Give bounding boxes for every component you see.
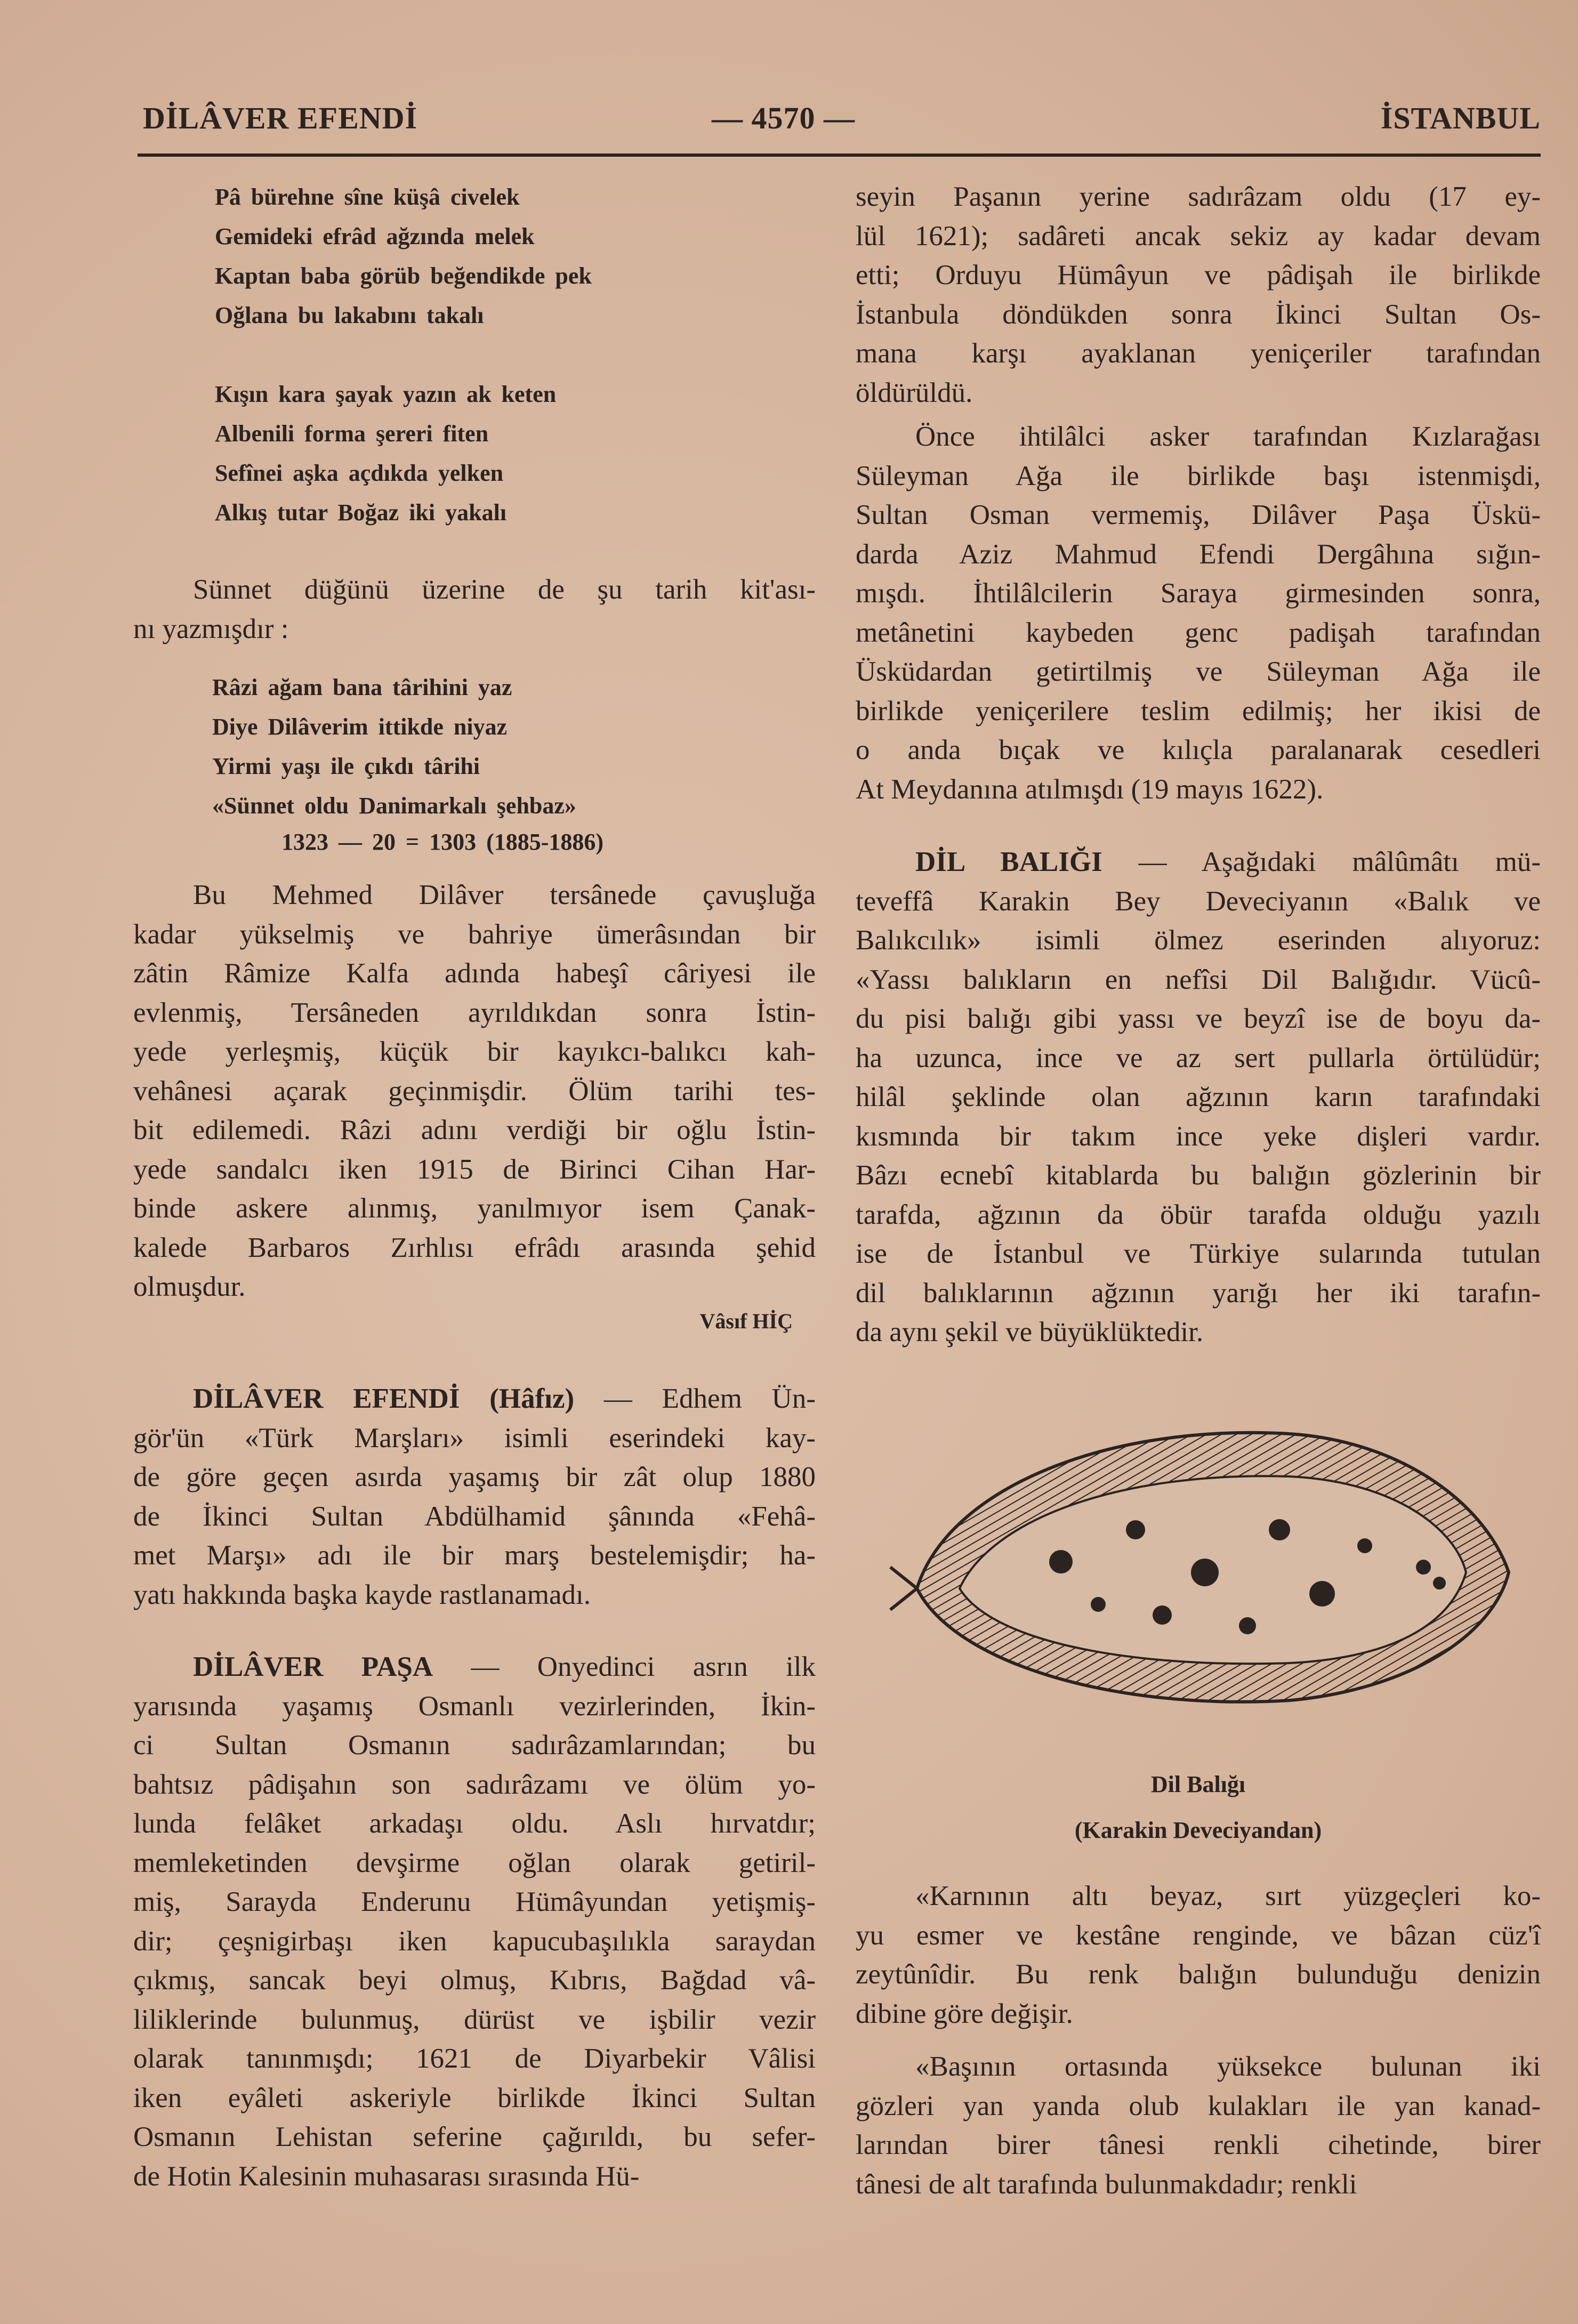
text-line [133,1032,816,1072]
line-text: memleketinden devşirme oğlan olarak getiril- [133,1847,816,1878]
text-line [133,954,816,994]
paragraph-continued [856,177,1541,413]
text-line [856,374,1541,413]
text-line [856,1955,1541,1995]
poem-line [215,493,556,532]
line-text: miş, Sarayda Enderunu Hümâyundan yetişmiş- [133,1886,816,1917]
entry-heading: DİLÂVER PAŞA [193,1651,433,1682]
text-line [133,1268,816,1307]
line-text: Balıkcılık» isimli ölmez eserinden alıyoruz: [856,925,1541,956]
line-text: binde askere alınmış, yanılmıyor isem Çanak- [133,1193,816,1224]
line-text: mışdı. İhtilâlcilerin Saraya girmesinden sonra, [856,578,1541,609]
text-line [133,1111,816,1150]
text-line [133,1883,816,1922]
text-line [856,1117,1541,1157]
poem-line [215,177,592,217]
text-line [856,1916,1541,1956]
line-text: seyin Paşanın yerine sadırâzam oldu (17 ey- [856,181,1541,212]
line-text: yu esmer ve kestâne renginde, ve bâzan cüz'î [856,1919,1541,1951]
line-text: vehânesi açarak geçinmişdir. Ölüm tarihi tes- [133,1075,816,1107]
text-line [856,1313,1541,1352]
line-text: nı yazmışdır : [133,613,289,644]
line-text: Râzi ağam bana târihini yaz [212,674,512,700]
line-text: tarafda, ağzının da öbür tarafda olduğu yazılı [856,1199,1541,1230]
line-text: olmuşdur. [133,1271,246,1302]
header-rule [138,154,1541,157]
text-line [856,961,1541,1000]
line-text: etti; Orduyu Hümâyun ve pâdişah ile birlikde [856,260,1541,290]
text-line [133,2118,816,2157]
poem-line [215,454,556,493]
line-text: iken eyâleti askeriyle birlikde İkinci Sultan [133,2082,816,2113]
text-line [856,843,1541,882]
text-line [133,610,816,649]
line-text: liliklerinde bulunmuş, dürüst ve işbilir vezir [133,2004,816,2035]
line-text: — Edhem Ün- [574,1383,816,1414]
text-line [856,496,1541,535]
line-text: du pisi balığı gibi yassı ve beyzî ise de boyu da- [856,1003,1541,1034]
text-line [133,570,816,610]
text-line [133,1419,816,1458]
intro-paragraph [133,570,816,649]
line-text: çıkmış, sancak beyi olmuş, Kıbrıs, Bağdad vâ- [133,1965,816,1996]
line-text: hilâl şeklinde olan ağzının karın tarafındaki [856,1082,1541,1112]
line-text: Yirmi yaşı ile çıkdı târihi [212,753,480,779]
line-text: «Sünnet oldu Danimarkalı şehbaz» [212,793,576,819]
text-line [856,2165,1541,2205]
poem-line [215,414,556,454]
line-text: yede yerleşmiş, küçük bir kayıkcı-balıkcı kah- [133,1036,816,1067]
text-line [133,2157,816,2197]
line-text: de Hotin Kalesinin muhasarası sırasında Hü- [133,2160,640,2192]
line-text: zâtin Râmize Kalfa adında habeşî câriyesi ile [133,958,816,989]
date-line: 1323 — 20 = 1303 (1885-1886) [281,829,604,855]
line-text: de İkinci Sultan Abdülhamid şânında «Fehâ- [133,1500,816,1532]
poem-stanza-2 [215,375,556,532]
text-line [856,457,1541,496]
line-text: ci Sultan Osmanın sadırâzamlarından; bu [133,1730,816,1761]
line-text: larından birer tânesi renkli cihetinde, birer [856,2129,1541,2160]
line-text: yede sandalcı iken 1915 de Birinci Cihan Har- [133,1153,816,1185]
line-text: olarak tanınmışdı; 1621 de Diyarbekir Vâlisi [133,2043,816,2074]
line-text: — Onyedinci asrın ilk [433,1651,816,1682]
poem-line [215,375,556,414]
line-text: Sefînei aşka açdıkda yelken [215,460,504,486]
text-line [133,1497,816,1537]
line-text: Önce ihtilâlci asker tarafından Kızlarağası [915,421,1541,452]
text-line [133,915,816,955]
paragraph-basinin [856,2047,1541,2204]
figure-caption: Dil Balığı [1150,1771,1246,1797]
text-line [133,1765,816,1805]
text-line [856,256,1541,295]
paragraph-karninin [856,1877,1541,2034]
entry-heading: DİL BALIĞI [915,846,1102,877]
line-text: darda Aziz Mahmud Efendi Dergâhına sığın- [856,538,1541,570]
line-text: de göre geçen asırda yaşamış bir zât olup 1880 [133,1462,816,1492]
text-line [133,1804,816,1844]
line-text: dil balıklarının ağzının yarığı her iki tarafın- [856,1277,1541,1309]
line-text: «Karnının altı beyaz, sırt yüzgeçleri ko- [915,1881,1541,1911]
text-line [856,177,1541,217]
line-text: zeytûnîdir. Bu renk balığın bulunduğu denizin [856,1959,1541,1990]
text-line [133,1726,816,1765]
line-text: Üsküdardan getirtilmiş ve Süleyman Ağa ile [856,656,1541,687]
poem-line [212,707,576,747]
line-text: evlenmiş, Tersâneden ayrıldıkdan sonra İstin- [133,997,816,1028]
line-text: ha uzunca, ince ve az sert pullarla örtülüdür; [856,1042,1541,1074]
text-line [856,1995,1541,2034]
entry-heading: DİLÂVER EFENDİ (Hâfız) [193,1383,575,1414]
line-text: Gemideki efrâd ağzında melek [215,223,535,249]
text-line [133,1379,816,1419]
text-line [856,2126,1541,2165]
line-text: dir; çeşnigirbaşı iken kapucubaşılıkla saraydan [133,1925,816,1957]
line-text: At Meydanına atılmışdı (19 mayıs 1622). [856,773,1324,805]
text-line [133,1189,816,1229]
text-line [856,574,1541,614]
text-line [856,999,1541,1039]
text-line [133,1648,816,1687]
text-line [133,1150,816,1190]
line-text: öldürüldü. [856,377,973,408]
text-line [133,1229,816,1268]
line-text: Alkış tutar Boğaz iki yakalı [215,499,507,526]
text-line [856,2047,1541,2087]
running-head-right: İSTANBUL [1380,101,1541,135]
line-text: Bâzı ecnebî kitablarda bu balığın gözlerinin bir [856,1160,1541,1191]
line-text: Sünnet düğünü üzerine de şu tarih kit'ası- [193,574,816,605]
fish-illustration-icon [885,1413,1535,1732]
line-text: Albenili forma şereri fiten [215,421,489,447]
line-text: da aynı şekil ve büyüklüktedir. [856,1317,1204,1347]
line-text: teveffâ Karakin Bey Deveciyanın «Balık ve [856,885,1541,917]
text-line [856,1078,1541,1117]
text-line [133,1458,816,1497]
text-line [133,994,816,1033]
paragraph-mehmed-dilaver [133,876,816,1307]
line-text: Bu Mehmed Dilâver tersânede çavuşluğa [193,879,816,910]
line-text: metânetini kaybeden genc padişah tarafından [856,617,1541,648]
text-line [133,2079,816,2118]
line-text: bahtsız pâdişahın son sadırâzamı ve ölüm yo- [133,1769,816,1800]
line-text: birlikde yeniçerilere teslim edilmiş; her ikisi de [856,695,1541,727]
poem-line [215,296,592,335]
line-text: Diye Dilâverim ittikde niyaz [212,714,508,740]
text-line [133,1922,816,1962]
text-line [856,295,1541,335]
text-line [133,1687,816,1726]
text-line [856,882,1541,922]
entry-dilaver-efendi-hafiz [133,1379,816,1615]
text-line [856,334,1541,374]
text-line [856,614,1541,653]
line-text: yarısında yaşamış Osmanlı vezirlerinden, İkin- [133,1690,816,1722]
paragraph-ihtilal [856,417,1541,809]
text-line [133,1844,816,1883]
line-text: Osmanın Lehistan seferine çağırıldı, bu sefer- [133,2121,816,2152]
line-text: gör'ün «Türk Marşları» isimli eserindeki kay- [133,1422,816,1454]
line-text: dibine göre değişir. [856,1998,1073,2029]
text-line [133,1072,816,1111]
text-line [856,692,1541,731]
line-text: kadar yükselmiş ve bahriye ümerâsından bir [133,918,816,950]
line-text: Kışın kara şayak yazın ak keten [215,381,557,407]
text-line [856,535,1541,575]
text-line [133,2039,816,2079]
line-text: yatı hakkında başka kayde rastlanamadı. [133,1579,591,1610]
text-line [856,417,1541,457]
page-number: — 4570 — [712,101,855,135]
line-text: «Başının ortasında yüksekce bulunan iki [915,2051,1541,2082]
text-line [856,731,1541,770]
poem-line [212,668,576,707]
poem-line [215,217,592,256]
line-text: İstanbula döndükden sonra İkinci Sultan Os- [856,298,1541,330]
line-text: Sultan Osman vermemiş, Dilâver Paşa Üskü- [856,499,1541,530]
line-text: Süleyman Ağa ile birlikde başı istenmişdi, [856,460,1541,491]
text-line [856,1274,1541,1313]
line-text: tânesi de alt tarafında bulunmakdadır; renkli [856,2168,1357,2200]
line-text: Kaptan baba görüb beğendikde pek [215,263,592,289]
line-text: o anda bıçak ve kılıçla paralanarak cesedleri [856,735,1541,765]
poem-line [215,256,592,296]
date-line-wrap [281,822,603,862]
line-text: lunda felâket arkadaşı oldu. Aslı hırvatdır; [133,1808,816,1839]
text-line [133,876,816,915]
text-line [133,1961,816,2000]
text-line [856,217,1541,256]
text-line [856,1039,1541,1078]
line-text: — Aşağıdaki mâlûmâtı mü- [1102,846,1541,877]
poem-stanza-1 [215,177,592,335]
poem-line [212,747,576,786]
entry-dilaver-pasa [133,1648,816,2196]
author-signature: Vâsıf HİÇ [699,1309,793,1333]
line-text: kısmında bir takım ince yeke dişleri vardır. [856,1120,1541,1152]
figure-credit: (Karakin Deveciyandan) [1074,1817,1322,1843]
line-text: kalede Barbaros Zırhlısı efrâdı arasında şehid [133,1232,816,1263]
text-line [856,1234,1541,1274]
text-line [856,652,1541,692]
line-text: bit edilemedi. Râzi adını verdiği bir oğlu İstin- [133,1115,816,1145]
line-text: met Marşı» adı ile bir marş bestelemişdir; ha- [133,1540,816,1571]
text-line [856,921,1541,961]
line-text: Pâ bürehne sîne küşâ civelek [215,184,520,210]
text-line [856,2087,1541,2126]
text-line [133,1576,816,1615]
line-text: mana karşı ayaklanan yeniçeriler tarafından [856,338,1541,369]
poem-line [212,786,576,826]
text-line [856,1156,1541,1196]
text-line [856,1877,1541,1916]
text-line [133,2000,816,2040]
text-line [133,1536,816,1576]
entry-dil-baligi [856,843,1541,1352]
text-line [856,770,1541,810]
line-text: gözleri yan yanda olub kulakları ile yan kanad- [856,2090,1541,2121]
line-text: lül 1621); sadâreti ancak sekiz ay kadar devam [856,220,1541,252]
text-line [856,1196,1541,1235]
line-text: ise de İstanbul ve Türkiye sularında tutulan [856,1238,1541,1269]
line-text: Oğlana bu lakabını takalı [215,302,484,328]
running-head-left: DİLÂVER EFENDİ [143,101,418,135]
line-text: «Yassı balıkların en nefîsi Dil Balığıdır. Vücû- [856,964,1541,995]
poem-stanza-3 [212,668,576,826]
